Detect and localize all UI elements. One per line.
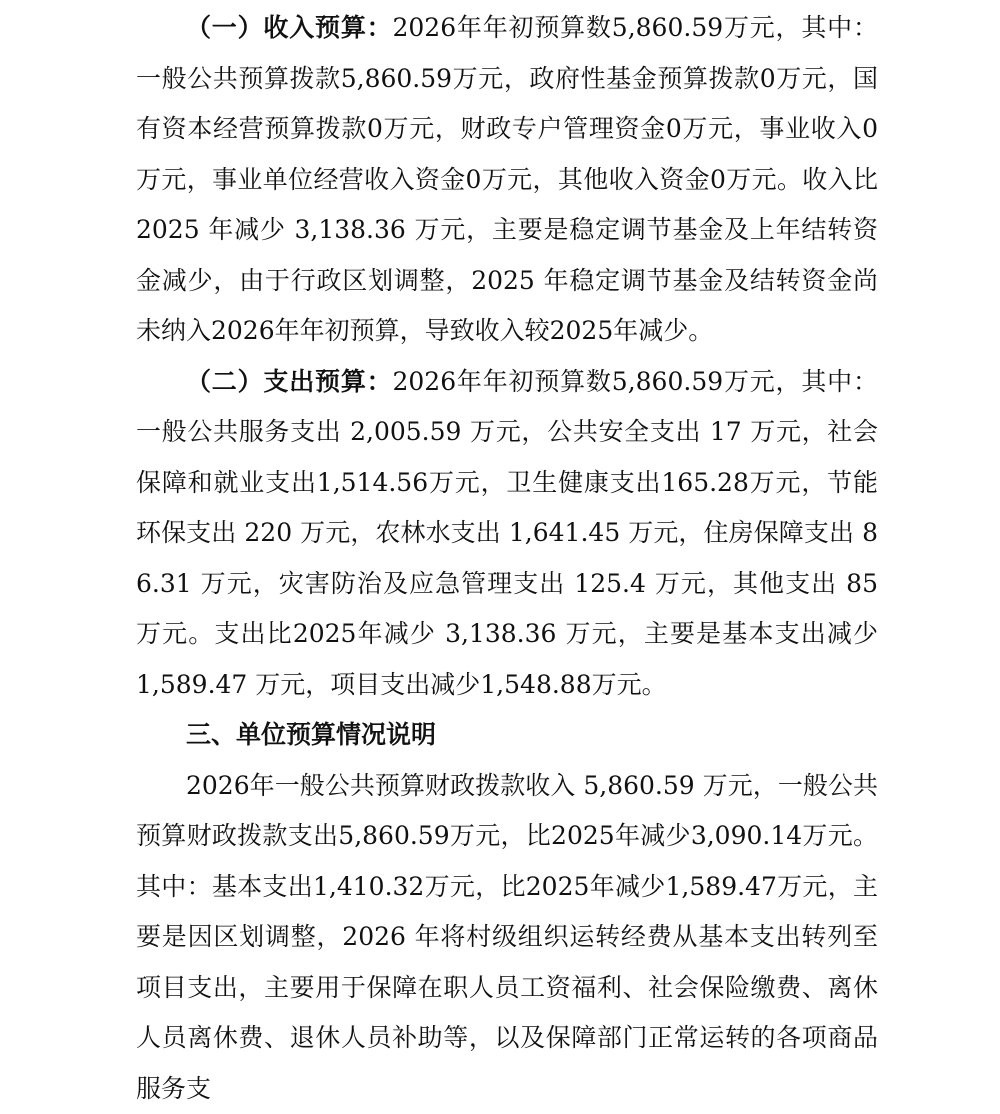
expense-budget-lead: （二）支出预算： bbox=[186, 367, 393, 396]
section-three-heading: 三、单位预算情况说明 bbox=[136, 710, 878, 761]
expense-budget-text: 2026年年初预算数5,860.59万元，其中：一般公共服务支出 2,005.59 万元，公共安全支出 17 万元，社会保障和就业支出1,514.56万元，卫生健康支出165.28万元，节能环保支出 220 万元，农林水支出 1,641.45 万元，住房保障支出 86.31 万元，灾害防治及应急管理支出 125.4 万元，其他支出 85 万元。支出比2025年减少 3,138.36 万元，主要是基本支出减少 1,589.47 万元，项目支出减少1,548.88万元。 bbox=[136, 367, 878, 699]
unit-budget-paragraph: 2026年一般公共预算财政拨款收入 5,860.59 万元，一般公共预算财政拨款支出5,860.59万元，比2025年减少3,090.14万元。其中：基本支出1,410.32万元，比2025年减少1,589.47万元，主要是因区划调整，2026 年将村级组织运转经费从基本支出转列至项目支出，主要用于保障在职人员工资福利、社会保险缴费、离休人员离休费、退休人员补助等，以及保障部门正常运转的各项商品服务支 bbox=[136, 761, 878, 1114]
expense-budget-paragraph bbox=[136, 357, 878, 711]
income-budget-paragraph bbox=[136, 0, 878, 357]
document-page bbox=[136, 0, 878, 1114]
income-budget-text: 2026年年初预算数5,860.59万元，其中：一般公共预算拨款5,860.59万元，政府性基金预算拨款0万元，国有资本经营预算拨款0万元，财政专户管理资金0万元，事业收入0万元，事业单位经营收入资金0万元，其他收入资金0万元。收入比 2025 年减少 3,138.36 万元，主要是稳定调节基金及上年结转资金减少，由于行政区划调整，2025 年稳定调节基金及结转资金尚未纳入2026年年初预算，导致收入较2025年减少。 bbox=[136, 13, 878, 345]
income-budget-lead: （一）收入预算： bbox=[186, 13, 393, 42]
